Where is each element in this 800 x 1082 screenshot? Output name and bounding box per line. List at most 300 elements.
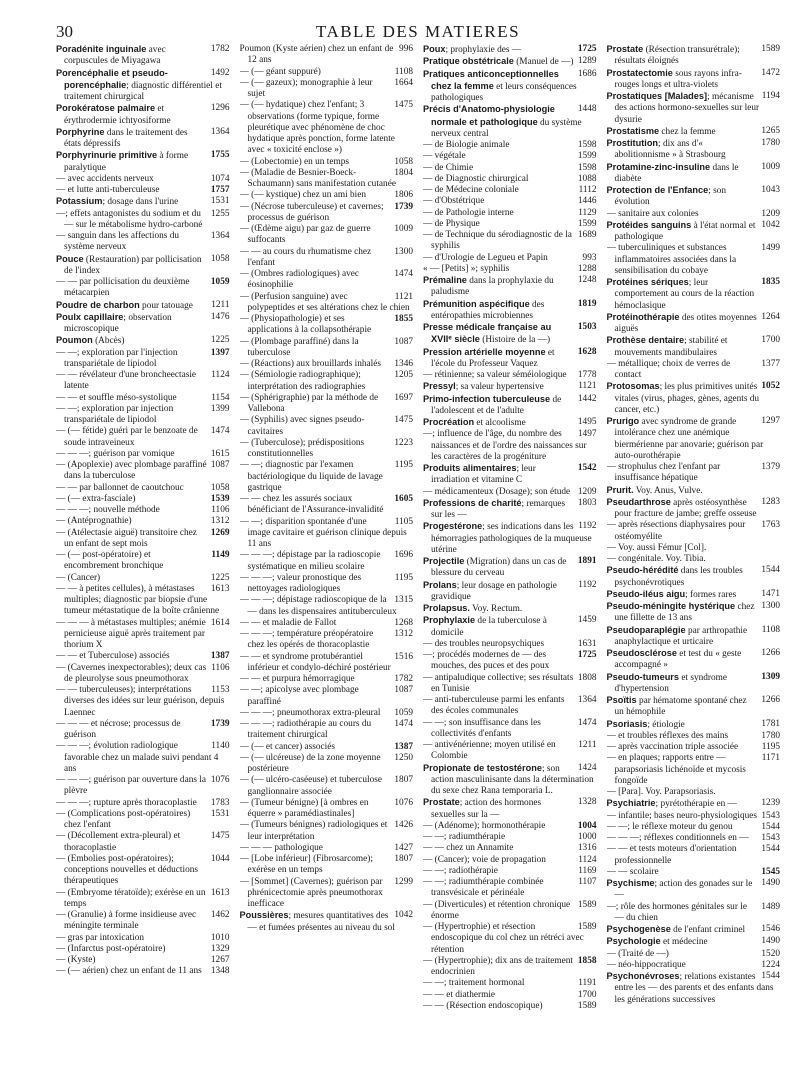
entry-text: — — à petites cellules), à métastases multiples; diagnostic par biopsie d'une tumeur métastatique de la boîte crânienne xyxy=(56,583,220,617)
entry-page: 1446 xyxy=(577,196,597,207)
index-entry xyxy=(423,877,597,900)
index-entry xyxy=(423,740,597,763)
entry-text: du système nerveux central xyxy=(431,117,582,139)
entry-text: sous rayons infra-rouges longs et ultra-violets xyxy=(614,68,742,90)
index-entry xyxy=(423,463,597,487)
index-entry xyxy=(607,209,781,220)
entry-text: par arthropathie anaphylactique et urticaire xyxy=(614,625,748,647)
entry-page: 1516 xyxy=(394,651,413,662)
entry-text: et syndrome d'hypertension xyxy=(614,672,728,694)
entry-page: 1264 xyxy=(761,311,780,322)
entry-text: ; son action masculinisante dans la détermination du sexe chez Rana temporaria L. xyxy=(431,763,594,796)
entry-page: 1195 xyxy=(394,572,413,583)
entry-term: Pratiques anticonceptionnelles chez la femme xyxy=(423,68,559,91)
entry-page: 1781 xyxy=(761,718,780,729)
index-entry xyxy=(607,971,781,1006)
entry-page: 1042 xyxy=(394,910,413,921)
entry-text: des entéropathies microbiennes xyxy=(431,299,545,321)
index-entry xyxy=(423,763,597,798)
entry-text: — (Adénome); hormonothérapie xyxy=(423,820,546,831)
index-entry xyxy=(56,798,230,809)
index-entry xyxy=(423,185,597,196)
entry-text: Poumon (Kyste aérien) chez un enfant de 12 ans xyxy=(239,44,394,66)
index-entry xyxy=(423,196,597,207)
entry-text: — (— géant suppuré) xyxy=(239,66,321,77)
entry-page: 1140 xyxy=(211,741,230,752)
index-entry xyxy=(607,312,781,336)
entry-text: — — —; évolution radiologique favorable chez un malade suivi pendant 4 ans xyxy=(56,741,219,774)
entry-text: — —; diagnostic par l'examen bactériologique du liquide de lavage gastrique xyxy=(239,460,383,493)
entry-page: 1492 xyxy=(210,67,230,78)
entry-term: Pseudo-méningite hystérique xyxy=(606,601,736,611)
index-entry xyxy=(423,673,597,696)
index-entry xyxy=(423,695,597,718)
entry-text: des otites moyennes aiguës xyxy=(614,312,757,334)
entry-text: — avec accidents nerveux xyxy=(56,173,154,184)
entry-text: — — —; rupture après thoracoplastie xyxy=(56,797,197,808)
index-entry xyxy=(240,708,414,719)
entry-page: 1316 xyxy=(577,843,597,854)
index-entry xyxy=(423,821,597,832)
entry-text: — de Diagnostic chirurgical xyxy=(423,173,529,184)
entry-page: 1503 xyxy=(577,322,597,332)
entry-text: de l'adolescent et de l'adulte xyxy=(431,394,562,416)
index-entry xyxy=(56,44,230,68)
entry-page: 1725 xyxy=(577,44,597,54)
entry-text: ; ses indications dans les hémorragies pathologiques de la muqueuse utérine xyxy=(431,522,592,555)
entry-text: ; leur comportement au cours de la réaction hémoclasique xyxy=(614,278,755,311)
entry-page: 1088 xyxy=(577,173,597,184)
entry-page: 1296 xyxy=(210,103,230,114)
index-entry xyxy=(423,580,597,604)
entry-text: — — (Résection endoscopique) xyxy=(423,1000,543,1011)
entry-page: 1154 xyxy=(211,392,230,403)
entry-term: Poulx capillaire xyxy=(56,311,124,322)
entry-term: Prostate xyxy=(423,797,460,808)
entry-page: 1010 xyxy=(210,932,230,943)
index-entry xyxy=(423,347,597,371)
entry-text: — —; radiumthérapie combinée transvésicale et périnéale xyxy=(423,877,544,899)
entry-page: 1299 xyxy=(394,876,413,887)
index-entry xyxy=(240,674,414,685)
index-entry xyxy=(56,426,230,449)
entry-text: — de Chimie xyxy=(423,162,474,173)
index-entry xyxy=(607,902,781,925)
entry-text: — — par ballonnet de caoutchouc xyxy=(56,482,184,493)
entry-page: 1059 xyxy=(394,707,413,718)
entry-page: 1808 xyxy=(577,672,597,683)
entry-text: et érythrodermie ichtyosiforme xyxy=(64,104,171,126)
entry-term: Protéides sanguins xyxy=(606,219,692,230)
index-entry xyxy=(56,741,230,775)
entry-page: 1149 xyxy=(211,550,230,560)
index-entry xyxy=(607,625,781,649)
index-entry xyxy=(240,719,414,742)
index-entry xyxy=(240,157,414,168)
entry-text: — — et Tuberculose) associés xyxy=(56,651,170,662)
index-entry xyxy=(423,253,597,264)
entry-term: Potassium xyxy=(56,196,103,207)
entry-text: — de Technique du sérodiagnostic de la syphilis xyxy=(423,230,572,252)
entry-page: 1782 xyxy=(394,674,413,684)
index-entry xyxy=(240,247,414,270)
entry-page: 1448 xyxy=(577,104,597,115)
entry-page: 1265 xyxy=(761,125,780,136)
entry-page: 1613 xyxy=(210,887,230,898)
entry-text: (Manuel de —) xyxy=(513,57,574,68)
entry-page: 1009 xyxy=(761,161,780,172)
entry-page: 1783 xyxy=(210,797,230,808)
index-entry xyxy=(56,254,230,278)
entry-page: 1819 xyxy=(577,298,597,309)
entry-text: après ostéosynthèse pour fracture de jambe; greffe osseuse xyxy=(614,497,757,519)
entry-text: — (— et cancer) associés xyxy=(239,741,336,752)
index-entry xyxy=(240,202,414,225)
entry-page: 1475 xyxy=(394,100,413,111)
entry-text: — — —; guérison par ouverture dans la plèvre xyxy=(56,775,207,797)
index-entry xyxy=(240,224,414,247)
entry-page: 1475 xyxy=(394,415,413,426)
index-entry xyxy=(56,449,230,460)
entry-text: —; rôle des hormones génitales sur le — du chien xyxy=(606,901,747,923)
index-entry xyxy=(607,359,781,382)
entry-page: 1474 xyxy=(210,426,230,437)
entry-text: — — tuberculeuses); interprétations diverses des idées sur leur guérison, depuis Laennec xyxy=(56,685,225,718)
index-entry xyxy=(240,573,414,596)
entry-term: Pseudo-tumeurs xyxy=(606,671,679,682)
entry-page: 1471 xyxy=(761,588,780,599)
entry-page: 1121 xyxy=(578,381,597,392)
index-entry xyxy=(607,589,781,601)
entry-page: 1364 xyxy=(577,695,597,705)
entry-term: Protosomas xyxy=(606,381,660,392)
entry-page: 1490 xyxy=(761,936,780,947)
index-entry xyxy=(56,348,230,371)
index-entry xyxy=(423,208,597,219)
entry-page: 1364 xyxy=(210,126,230,137)
entry-page: 1224 xyxy=(761,959,780,970)
entry-text: — — par pollicisation du deuxième métacarpien xyxy=(56,277,190,299)
entry-text: ; action des gonades sur le — xyxy=(614,879,753,901)
entry-page: 1855 xyxy=(394,314,413,324)
entry-page: 1589 xyxy=(761,44,780,54)
entry-term: Prolapsus. xyxy=(423,603,470,613)
entry-page: 1328 xyxy=(577,797,597,808)
index-entry xyxy=(56,460,230,483)
entry-page: 1108 xyxy=(761,624,780,635)
entry-page: 1058 xyxy=(210,253,230,264)
index-entry xyxy=(56,393,230,404)
entry-text: — d'Obstétrique xyxy=(423,196,485,207)
entry-text: « — [Petits] »; syphilis xyxy=(423,263,510,274)
entry-page: 1474 xyxy=(394,269,413,279)
entry-page: 1107 xyxy=(578,877,597,887)
entry-text: ; les plus primitives unités vitales (virus, phages, gènes, agents du cancer, etc.) xyxy=(614,382,760,415)
index-entry xyxy=(607,335,781,359)
entry-text: — de Physique xyxy=(423,218,480,229)
index-entry xyxy=(56,944,230,955)
entry-term: Porokératose palmaire xyxy=(56,103,156,114)
index-entry xyxy=(423,322,597,347)
entry-page: 1589 xyxy=(577,922,597,932)
entry-text: ; son évolution xyxy=(614,186,727,208)
entry-page: 1248 xyxy=(577,275,597,285)
entry-text: — (Tumeurs bénignes) radiologiques et leur interprétation xyxy=(239,820,388,842)
entry-page: 1686 xyxy=(577,68,597,79)
index-entry xyxy=(56,854,230,888)
entry-page: 1191 xyxy=(578,978,597,989)
entry-page: 1544 xyxy=(761,844,780,855)
index-entry xyxy=(423,299,597,323)
entry-text: — — et diathermie xyxy=(423,989,496,1000)
entry-text: — néo-hippocratique xyxy=(606,959,686,970)
entry-term: Prostatisme xyxy=(606,125,660,136)
entry-term: Pseudosclérose xyxy=(606,648,677,658)
index-entry xyxy=(423,417,597,429)
entry-page: 1615 xyxy=(210,448,230,459)
index-entry xyxy=(56,150,230,174)
entry-page: 1124 xyxy=(211,370,230,380)
entry-page: 1780 xyxy=(761,138,780,148)
index-entry xyxy=(56,775,230,798)
index-entry xyxy=(240,775,414,798)
index-entry xyxy=(240,337,414,360)
entry-term: Protéines sériques xyxy=(606,277,689,287)
entry-page: 1531 xyxy=(210,196,230,207)
entry-page: 1106 xyxy=(211,505,230,515)
entry-page: 1192 xyxy=(578,521,597,532)
index-entry xyxy=(423,639,597,650)
index-entry xyxy=(240,314,414,337)
index-entry xyxy=(607,844,781,867)
index-entry xyxy=(56,174,230,185)
index-entry xyxy=(607,719,781,731)
entry-text: — (Plombage paraffiné) dans la tuberculose xyxy=(239,336,359,358)
entry-text: — (— aérien) chez un enfant de 11 ans xyxy=(56,966,202,977)
index-entry xyxy=(240,629,414,652)
entry-page: 1696 xyxy=(394,550,413,561)
entry-page: 1000 xyxy=(577,832,597,842)
index-entry xyxy=(423,381,597,393)
index-entry xyxy=(56,831,230,854)
entry-text: ; relations existantes entre les — des parents et des enfants dans les générations successives xyxy=(614,972,774,1005)
index-entry xyxy=(607,220,781,244)
index-entry xyxy=(240,877,414,911)
entry-text: — (Sphérigraphie) par la méthode de Vallebona xyxy=(239,392,379,414)
index-entry xyxy=(607,381,781,416)
entry-page: 1312 xyxy=(210,516,230,527)
entry-term: Poudre de charbon xyxy=(56,299,140,310)
index-entry xyxy=(240,359,414,370)
entry-text: pour tatouage xyxy=(139,300,193,311)
index-entry xyxy=(607,162,781,186)
entry-text: — —; apicolyse avec plombage paraffiné xyxy=(239,685,359,707)
index-entry xyxy=(240,595,414,618)
entry-text: — (— hydatique) chez l'enfant; 3 observations (forme typique, forme pleurétique avec phénomène de choc hydatique après ponction, forme latente avec « toxicité enclose ») xyxy=(239,100,395,156)
entry-page: 1239 xyxy=(761,798,780,809)
entry-text: par hématome spontané chez un hémophile xyxy=(614,696,747,718)
entry-page: 1300 xyxy=(394,246,413,257)
entry-term: Psychologie xyxy=(606,936,661,947)
entry-text: — — scolaire xyxy=(606,866,659,877)
entry-text: —; effets antagonistes du sodium et du — sur le métabolisme hydro-carboné xyxy=(56,208,203,230)
entry-term: Psychiatrie xyxy=(606,798,656,809)
entry-page: 1806 xyxy=(394,190,413,201)
entry-text: — [Lobe inférieur] (Fibrosarcome); exérèse en un temps xyxy=(239,854,373,876)
index-entry xyxy=(240,685,414,708)
entry-page: 1725 xyxy=(577,650,597,660)
entry-page: 1474 xyxy=(394,719,413,729)
index-entry xyxy=(607,554,781,565)
entry-page: 1288 xyxy=(577,263,597,274)
entry-term: Prolans xyxy=(423,579,457,590)
entry-text: — — — pathologique xyxy=(239,842,323,853)
index-entry xyxy=(240,100,414,156)
entry-text: — médicamenteux (Dosage); son étude xyxy=(423,486,571,497)
entry-page: 1757 xyxy=(210,185,230,195)
entry-text: — (Infarctus post-opératoire) xyxy=(56,943,166,954)
entry-page: 1543 xyxy=(761,810,780,821)
entry-text: — — —; température préopératoire chez les opérés de thoracoplastie xyxy=(239,629,374,651)
entry-text: — —; exploration par injection transpariétale de lipiodol xyxy=(56,403,174,425)
index-column-3 xyxy=(423,44,597,1012)
entry-page: 1076 xyxy=(394,797,413,808)
entry-text: (Restauration) par pollicisation de l'index xyxy=(64,254,202,276)
entry-text: — (Antéprognathie) xyxy=(56,516,132,527)
entry-page: 996 xyxy=(399,44,413,54)
entry-page: 1546 xyxy=(761,924,780,934)
entry-term: Prothèse dentaire xyxy=(606,335,685,346)
index-entry xyxy=(423,650,597,673)
entry-term: Porencéphalie et pseudo-porencéphalie xyxy=(56,67,168,90)
entry-page: 1043 xyxy=(761,185,780,195)
entry-text: ; mécanisme des actions hormono-sexuelles sur leur dysurie xyxy=(614,92,760,125)
entry-page: 1268 xyxy=(394,617,413,628)
entry-term: Psoriasis xyxy=(606,718,648,729)
entry-text: — —; radiumthérapie xyxy=(423,832,506,842)
entry-text: — antivénérienne; moyen utilisé en Colombie xyxy=(423,740,556,762)
entry-page: 1755 xyxy=(210,150,230,161)
index-entry xyxy=(56,335,230,347)
index-entry xyxy=(607,277,781,312)
entry-page: 1076 xyxy=(210,775,230,785)
index-entry xyxy=(423,498,597,522)
entry-page: 1129 xyxy=(578,207,597,218)
entry-text: — — révélateur d'une broncheectasie latente xyxy=(56,370,197,392)
index-entry xyxy=(607,731,781,742)
entry-page: 1153 xyxy=(211,685,230,695)
entry-text: — —; radiothérapie xyxy=(423,865,498,876)
entry-text: — anti-tuberculeuse parmi les enfants des écoles communales xyxy=(423,695,565,717)
entry-page: 1544 xyxy=(761,971,780,981)
entry-page: 1250 xyxy=(394,752,413,763)
entry-text: de la tuberculose à domicile xyxy=(431,616,547,638)
entry-page: 1009 xyxy=(394,224,413,234)
index-entry xyxy=(607,462,781,485)
index-entry xyxy=(240,550,414,573)
entry-text: — infantile; bases neuro-physiologiques xyxy=(606,810,758,821)
entry-page: 1105 xyxy=(394,516,413,527)
entry-page: 1124 xyxy=(578,854,597,865)
entry-page: 1697 xyxy=(394,392,413,403)
entry-term: Protection de l'Enfance xyxy=(606,185,709,195)
index-entry xyxy=(56,528,230,551)
index-entry xyxy=(56,404,230,427)
index-entry xyxy=(56,196,230,208)
index-entry xyxy=(423,900,597,923)
entry-text: — — chez un Annamite xyxy=(423,843,514,854)
entry-page: 1782 xyxy=(210,44,230,54)
entry-text: dans le traitement des états dépressifs xyxy=(64,127,188,149)
index-entry xyxy=(56,370,230,393)
index-entry xyxy=(423,429,597,463)
index-entry xyxy=(607,91,781,126)
index-entry xyxy=(240,78,414,101)
index-entry xyxy=(423,797,597,821)
index-entry xyxy=(423,603,597,615)
entry-page: 1739 xyxy=(210,718,230,729)
entry-term: Prophylaxie xyxy=(423,615,476,626)
entry-page: 1543 xyxy=(761,833,780,843)
entry-text: à l'état normal et pathologique xyxy=(614,220,756,242)
entry-text: — (Cancer); voie de propagation xyxy=(423,854,546,865)
index-entry xyxy=(423,956,597,979)
entry-text: — (Embolies post-opératoires); conceptions nouvelles et déductions thérapeutiques xyxy=(56,853,198,887)
entry-text: — (Maladie de Besnier-Boeck-Schaumann) sans manifestation cutanée xyxy=(239,167,396,189)
entry-text: ; stabilité et mouvements mandibulaires xyxy=(614,336,728,358)
entry-text: —; influence de l'âge, du nombre des naissances et de l'ordre des naissances sur les caractères de la progéniture xyxy=(423,429,587,462)
entry-text: — [Sommet] (Cavernes); guérison par phrénicectomie après pneumothorax inefficace xyxy=(239,876,383,909)
entry-text: — — — à métastases multiples; anémie pernicieuse aiguë après traitement par thorium X xyxy=(56,617,206,650)
entry-page: 1475 xyxy=(210,831,230,842)
entry-text: — (— post-opératoire) et encombrement bronchique xyxy=(56,550,164,572)
entry-page: 1289 xyxy=(577,56,597,67)
entry-text: avec syndrome de grande intolérance chez une anémique biermérienne par anovarie; guérison par auto-ourothérapie xyxy=(614,417,764,461)
entry-page: 1225 xyxy=(210,572,230,583)
entry-term: Protéinothérapie xyxy=(606,311,680,322)
entry-page: 1631 xyxy=(577,638,597,649)
entry-text: (Résection transurétrale); résultats éloignés xyxy=(614,45,740,67)
entry-text: ; leur irradiation et vitamine C xyxy=(431,464,536,486)
entry-page: 1599 xyxy=(577,218,597,229)
entry-text: — — —; nouvelle méthode xyxy=(56,505,160,515)
entry-page: 1700 xyxy=(577,989,597,1000)
entry-page: 1689 xyxy=(577,230,597,240)
index-entry xyxy=(423,866,597,877)
index-entry xyxy=(607,520,781,543)
entry-text: ; dix ans d'« abolitionnisme » à Strasbourg xyxy=(614,139,726,161)
entry-term: Primo-infection tuberculeuse xyxy=(423,393,551,404)
index-entry xyxy=(240,910,414,934)
entry-page: 1426 xyxy=(394,820,413,831)
index-entry xyxy=(240,292,414,315)
entry-page: 1613 xyxy=(210,583,230,594)
entry-text: — et troubles réflexes des mains xyxy=(606,730,729,741)
entry-term: Prostitution xyxy=(606,138,659,148)
index-entry xyxy=(423,44,597,56)
entry-text: — (Traité de —) xyxy=(606,948,669,959)
index-entry xyxy=(607,936,781,948)
index-entry xyxy=(607,565,781,589)
entry-text: — (Complications post-opératoires) chez l'enfant xyxy=(56,808,191,830)
index-entry xyxy=(240,753,414,776)
entry-term: Projectile xyxy=(423,556,465,566)
entry-page: 1495 xyxy=(577,417,597,427)
entry-page: 1267 xyxy=(210,955,230,965)
index-entry xyxy=(607,960,781,971)
entry-page: 1807 xyxy=(394,775,413,786)
index-entry xyxy=(607,867,781,878)
